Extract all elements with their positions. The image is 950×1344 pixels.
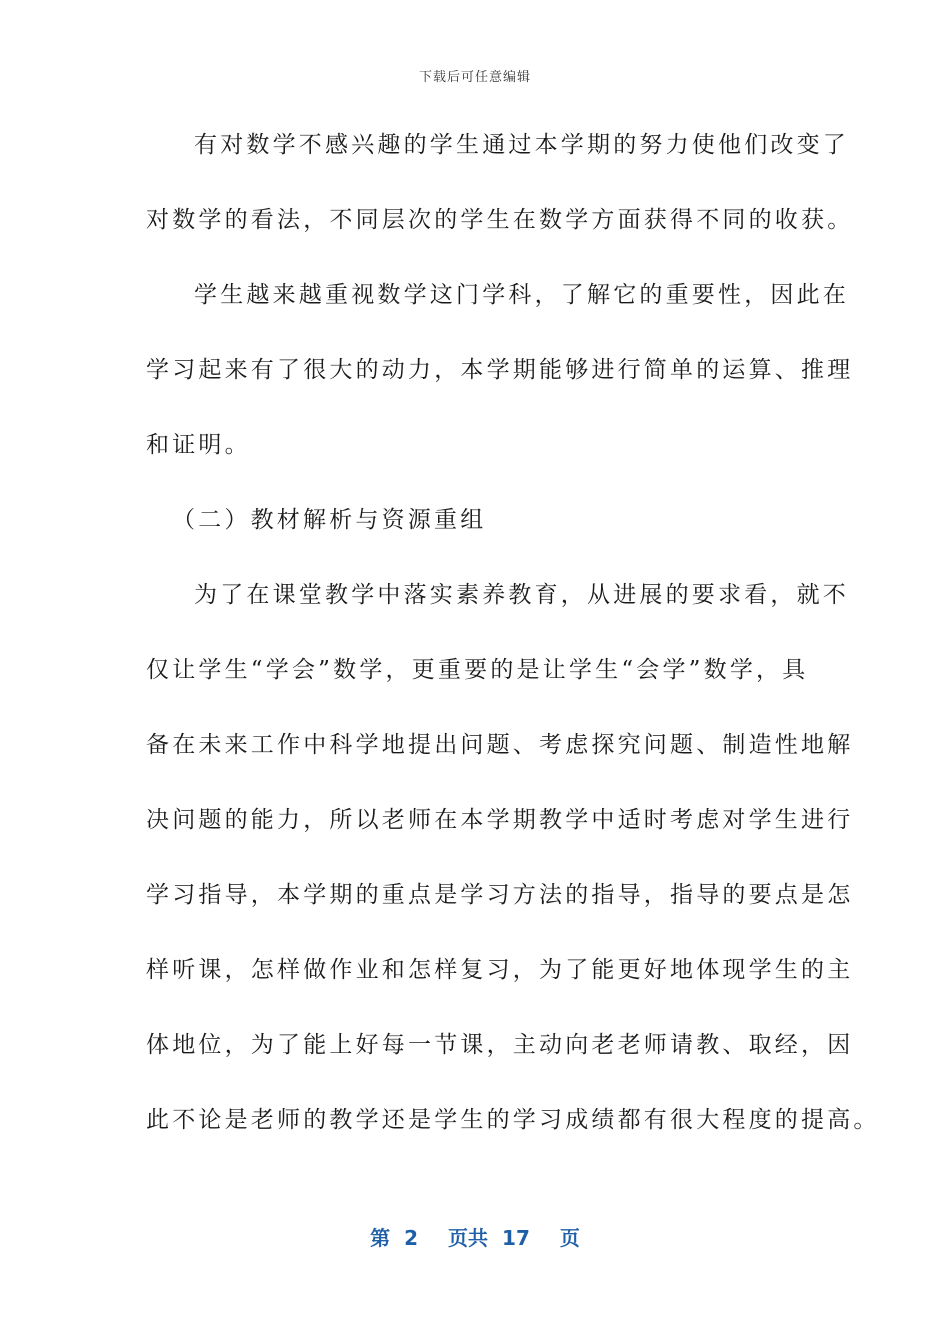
footer-prefix: 第 <box>370 1226 391 1250</box>
paragraph-line: 仅让学生“学会”数学，更重要的是让学生“会学”数学，具 <box>146 657 809 683</box>
footer-current-page: 2 <box>404 1226 419 1250</box>
paragraph-line: 体地位，为了能上好每一节课，主动向老老师请教、取经，因 <box>146 1032 854 1058</box>
footer-total-pages: 17 <box>502 1226 530 1250</box>
body-text <box>146 120 880 1170</box>
paragraph-line: 学习指导，本学期的重点是学习方法的指导，指导的要点是怎 <box>146 882 854 908</box>
paragraph-line: 为了在课堂教学中落实素养教育，从进展的要求看，就不 <box>194 582 849 608</box>
section-heading: （二）教材解析与资源重组 <box>172 507 487 533</box>
paragraph-line: 和证明。 <box>146 432 251 458</box>
footer-middle: 页共 <box>448 1226 489 1250</box>
footer-suffix: 页 <box>559 1226 580 1250</box>
paragraph-line: 此不论是老师的教学还是学生的学习成绩都有很大程度的提高。 <box>146 1107 880 1133</box>
paragraph-line: 学习起来有了很大的动力，本学期能够进行简单的运算、推理 <box>146 357 854 383</box>
paragraph-line: 学生越来越重视数学这门学科，了解它的重要性，因此在 <box>194 282 849 308</box>
paragraph-line: 对数学的看法，不同层次的学生在数学方面获得不同的收获。 <box>146 207 854 233</box>
page-footer <box>0 1222 950 1251</box>
header-note: 下载后可任意编辑 <box>418 70 531 85</box>
paragraph-line: 决问题的能力，所以老师在本学期教学中适时考虑对学生进行 <box>146 807 854 833</box>
paragraph-line: 样听课，怎样做作业和怎样复习，为了能更好地体现学生的主 <box>146 957 854 983</box>
paragraph-line: 备在未来工作中科学地提出问题、考虑探究问题、制造性地解 <box>146 732 854 758</box>
paragraph-line: 有对数学不感兴趣的学生通过本学期的努力使他们改变了 <box>194 132 849 158</box>
